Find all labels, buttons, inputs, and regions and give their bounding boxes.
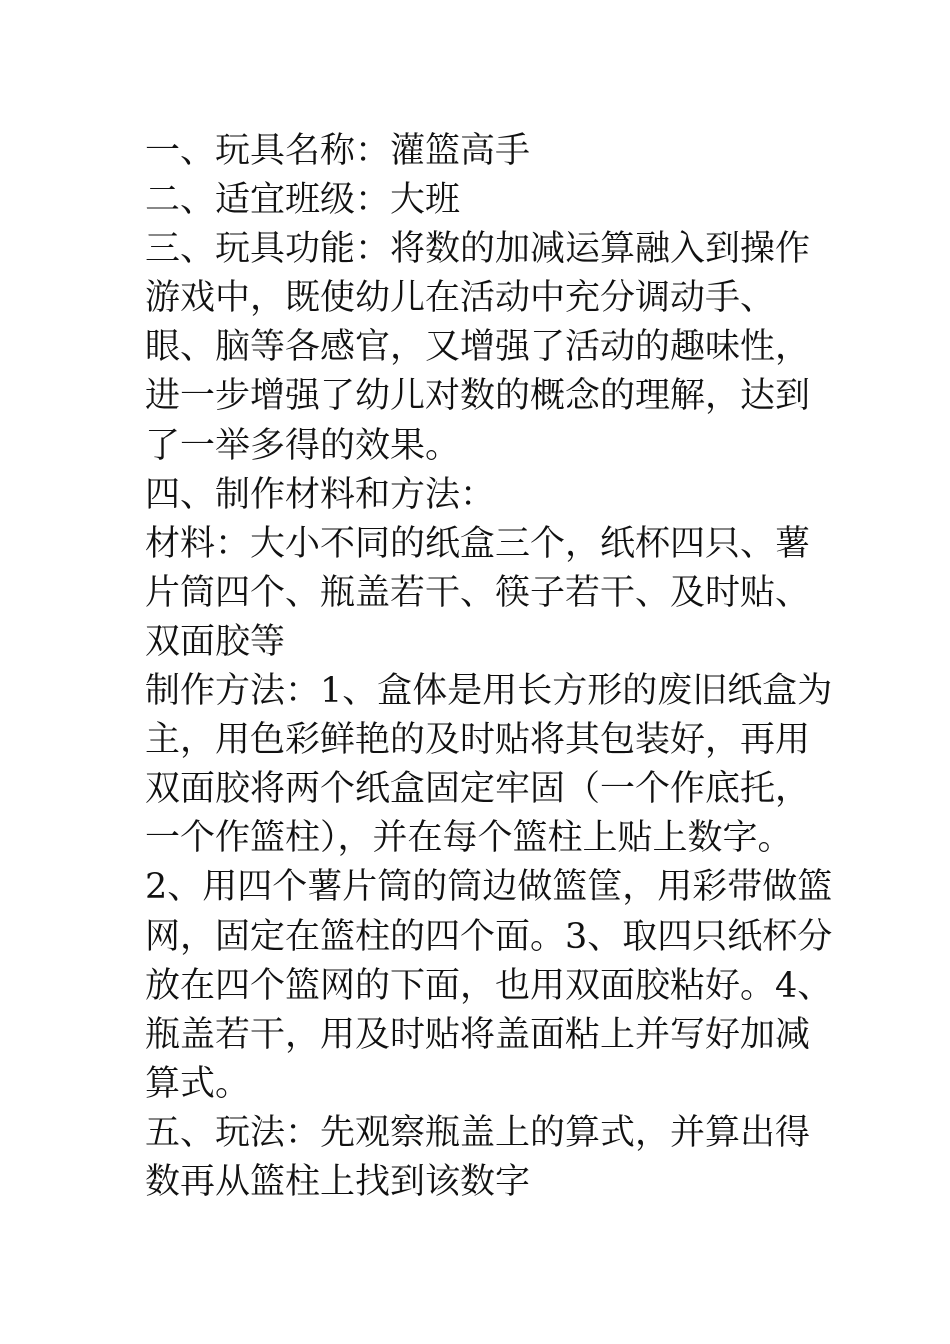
document-body [145, 127, 835, 1207]
toy-function-paragraph: 三、玩具功能：将数的加减运算融入到操作游戏中，既使幼儿在活动中充分调动手、眼、脑等各感官，又增强了活动的趣味性，进一步增强了幼儿对数的概念的理解，达到了一举多得的效果。 [145, 229, 811, 466]
production-method-paragraph: 制作方法：1、盒体是用长方形的废旧纸盒为主，用色彩鲜艳的及时贴将其包装好，再用双面胶将两个纸盒固定牢固（一个作底托，一个作篮柱），并在每个篮柱上贴上数字。2、用四个薯片筒的筒边做篮筐，用彩带做篮网，固定在篮柱的四个面。3、取四只纸杯分放在四个篮网的下面，也用双面胶粘好。4、瓶盖若干，用及时贴将盖面粘上并写好加减算式。 [145, 671, 833, 1104]
gameplay-paragraph: 五、玩法：先观察瓶盖上的算式，并算出得数再从篮柱上找到该数字 [145, 1112, 811, 1202]
materials-paragraph: 材料：大小不同的纸盒三个，纸杯四只、薯片筒四个、瓶盖若干、筷子若干、及时贴、双面胶等 [145, 523, 811, 662]
class-level-line: 二、适宜班级：大班 [145, 180, 461, 221]
toy-name-line: 一、玩具名称：灌篮高手 [145, 131, 531, 171]
materials-methods-heading: 四、制作材料和方法： [145, 474, 496, 515]
